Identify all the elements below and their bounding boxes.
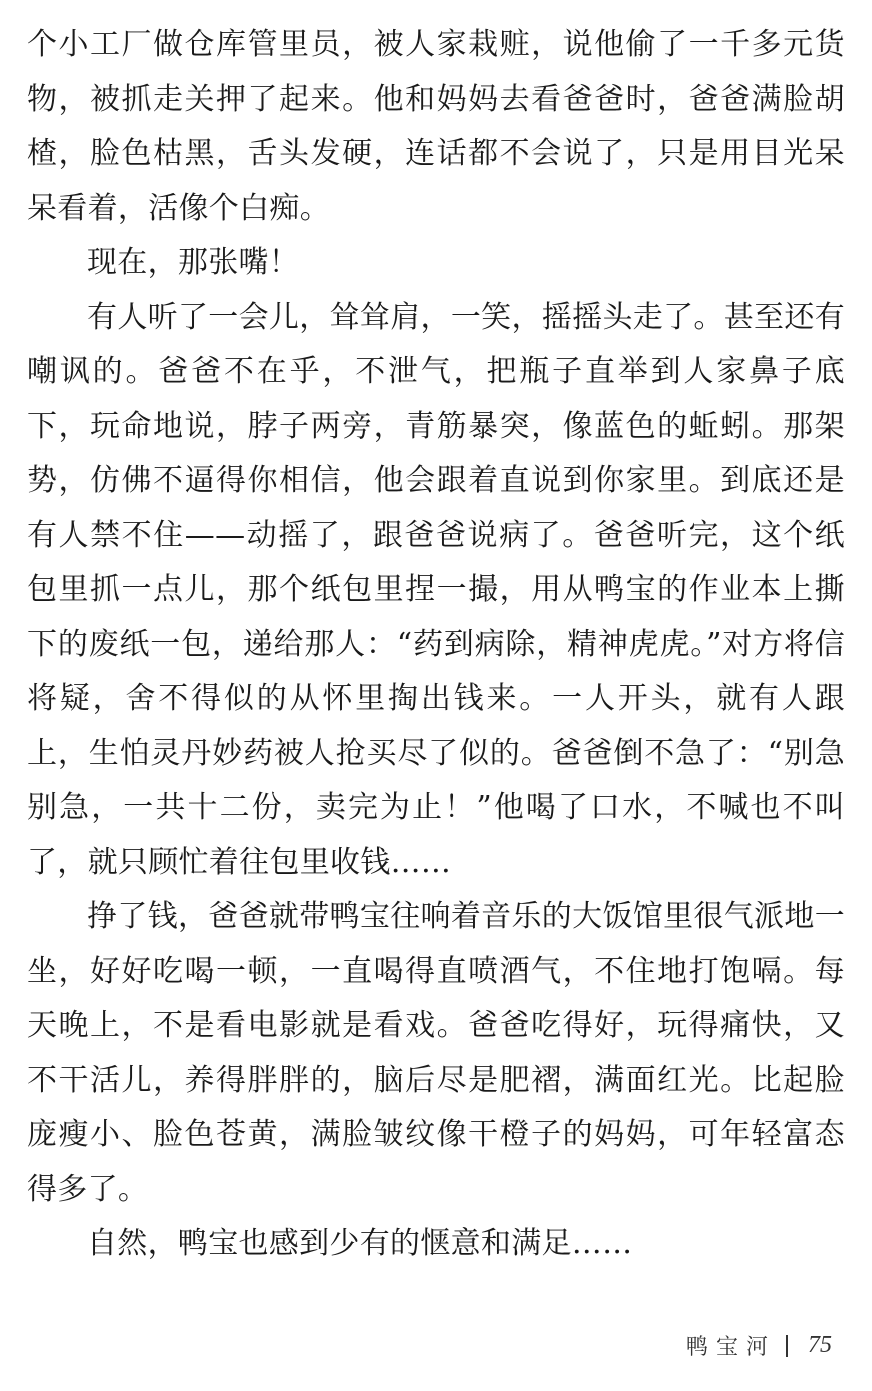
footer-divider (786, 1335, 788, 1357)
running-title: 鸭宝河 (685, 1335, 776, 1360)
paragraph: 现在，那张嘴！ (87, 245, 300, 280)
paragraph: 挣了钱，爸爸就带鸭宝往响着音乐的大饭馆里很气派地一坐，好好吃喝一顿，一直喝得直喷酒气，不住地打饱嗝。每天晚上，不是看电影就是看戏。爸爸吃得好，玩得痛快，又不干活儿，养得胖胖的，脑后尽是肥褶，满面红光。比起脸庞瘦小、脸色苍黄，满脸皱纹像干橙子的妈妈，可年轻富态得多了。 (27, 899, 845, 1207)
body-text (27, 18, 845, 1272)
paragraph-continued: 个小工厂做仓库管里员，被人家栽赃，说他偷了一千多元货物，被抓走关押了起来。他和妈妈去看爸爸时，爸爸满脸胡楂，脸色枯黑，舌头发硬，连话都不会说了，只是用目光呆呆看着，活像个白痴。 (27, 27, 845, 226)
paragraph: 有人听了一会儿，耸耸肩，一笑，摇摇头走了。甚至还有嘲讽的。爸爸不在乎，不泄气，把瓶子直举到人家鼻子底下，玩命地说，脖子两旁，青筋暴突，像蓝色的蚯蚓。那架势，仿佛不逼得你相信，他会跟着直说到你家里。到底还是有人禁不住——动摇了，跟爸爸说病了。爸爸听完，这个纸包里抓一点儿，那个纸包里捏一撮，用从鸭宝的作业本上撕下的废纸一包，递给那人：“药到病除，精神虎虎。”对方将信将疑，舍不得似的从怀里掏出钱来。一人开头，就有人跟上，生怕灵丹妙药被人抢买尽了似的。爸爸倒不急了：“别急别急，一共十二份，卖完为止！”他喝了口水，不喊也不叫了，就只顾忙着往包里收钱…… (27, 299, 845, 880)
paragraph: 自然，鸭宝也感到少有的惬意和满足…… (87, 1226, 633, 1261)
page-footer (686, 1330, 832, 1361)
page-number: 75 (808, 1332, 832, 1358)
